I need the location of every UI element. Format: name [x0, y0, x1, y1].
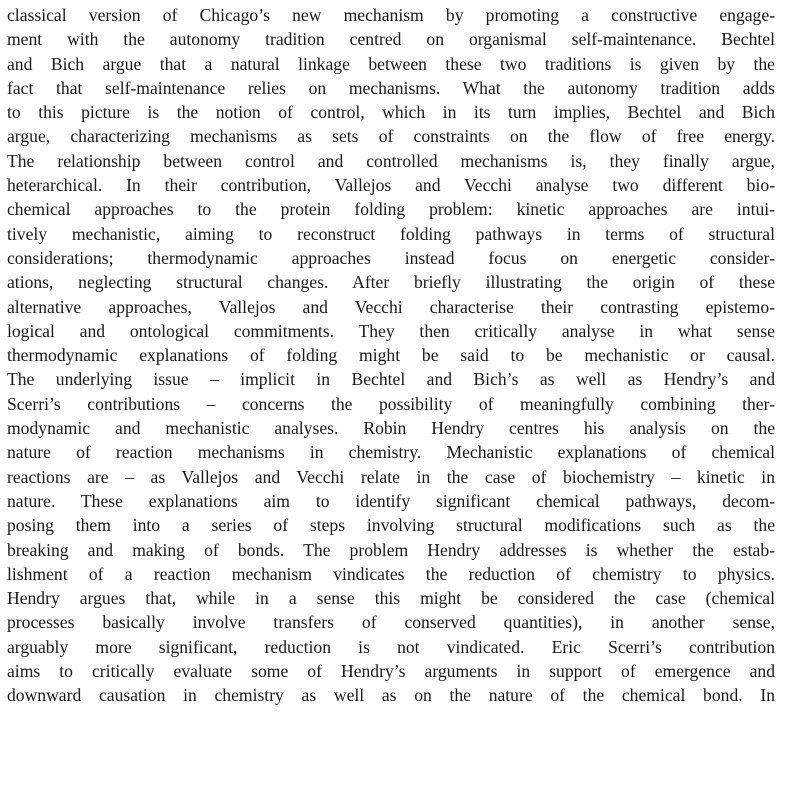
text-line: nature of reaction mechanisms in chemistry. Mechanistic explanations of chemical — [7, 442, 775, 463]
text-line: Hendry argues that, while in a sense this might be considered the case (chemical — [7, 588, 775, 609]
text-line: alternative approaches, Vallejos and Vecchi characterise their contrasting epistemo- — [7, 296, 775, 317]
text-line: posing them into a series of steps involving structural modifications such as the — [7, 515, 775, 536]
text-line: aims to critically evaluate some of Hendry’s arguments in support of emergence and — [7, 661, 775, 682]
text-line: breaking and making of bonds. The problem Hendry addresses is whether the estab- — [7, 539, 775, 560]
text-line: heterarchical. In their contribution, Vallejos and Vecchi analyse two different bio- — [7, 175, 775, 196]
text-line: tively mechanistic, aiming to reconstruct folding pathways in terms of structural — [7, 223, 775, 244]
text-line: The relationship between control and controlled mechanisms is, they finally argue, — [7, 150, 775, 171]
text-line: ations, neglecting structural changes. After briefly illustrating the origin of these — [7, 272, 775, 293]
text-line: lishment of a reaction mechanism vindicates the reduction of chemistry to physics. — [7, 563, 775, 584]
text-line: nature. These explanations aim to identify significant chemical pathways, decom- — [7, 490, 775, 511]
text-line: Scerri’s contributions – concerns the possibility of meaningfully combining ther- — [7, 393, 775, 414]
text-line: modynamic and mechanistic analyses. Robin Hendry centres his analysis on the — [7, 418, 775, 439]
text-line: to this picture is the notion of control, which in its turn implies, Bechtel and Bich — [7, 102, 775, 123]
text-line: reactions are – as Vallejos and Vecchi relate in the case of biochemistry – kinetic in — [7, 466, 775, 487]
text-line: ment with the autonomy tradition centred on organismal self-maintenance. Bechtel — [7, 29, 775, 50]
text-line: considerations; thermodynamic approaches instead focus on energetic consider- — [7, 247, 775, 268]
text-line: classical version of Chicago’s new mechanism by promoting a constructive engage- — [7, 5, 775, 25]
body-text — [7, 3, 775, 708]
text-line: downward causation in chemistry as well as on the nature of the chemical bond. In — [7, 685, 775, 706]
text-line: thermodynamic explanations of folding might be said to be mechanistic or causal. — [7, 345, 775, 366]
text-line: fact that self-maintenance relies on mechanisms. What the autonomy tradition adds — [7, 77, 775, 98]
text-line: logical and ontological commitments. They then critically analyse in what sense — [7, 320, 775, 341]
text-line: chemical approaches to the protein folding problem: kinetic approaches are intui- — [7, 199, 775, 220]
text-line: The underlying issue – implicit in Bechtel and Bich’s as well as Hendry’s and — [7, 369, 775, 390]
text-line: arguably more significant, reduction is not vindicated. Eric Scerri’s contribution — [7, 636, 775, 657]
text-line: argue, characterizing mechanisms as sets of constraints on the flow of free energy. — [7, 126, 775, 147]
text-line: and Bich argue that a natural linkage between these two traditions is given by the — [7, 53, 775, 74]
text-line: processes basically involve transfers of conserved quantities), in another sense, — [7, 612, 775, 633]
